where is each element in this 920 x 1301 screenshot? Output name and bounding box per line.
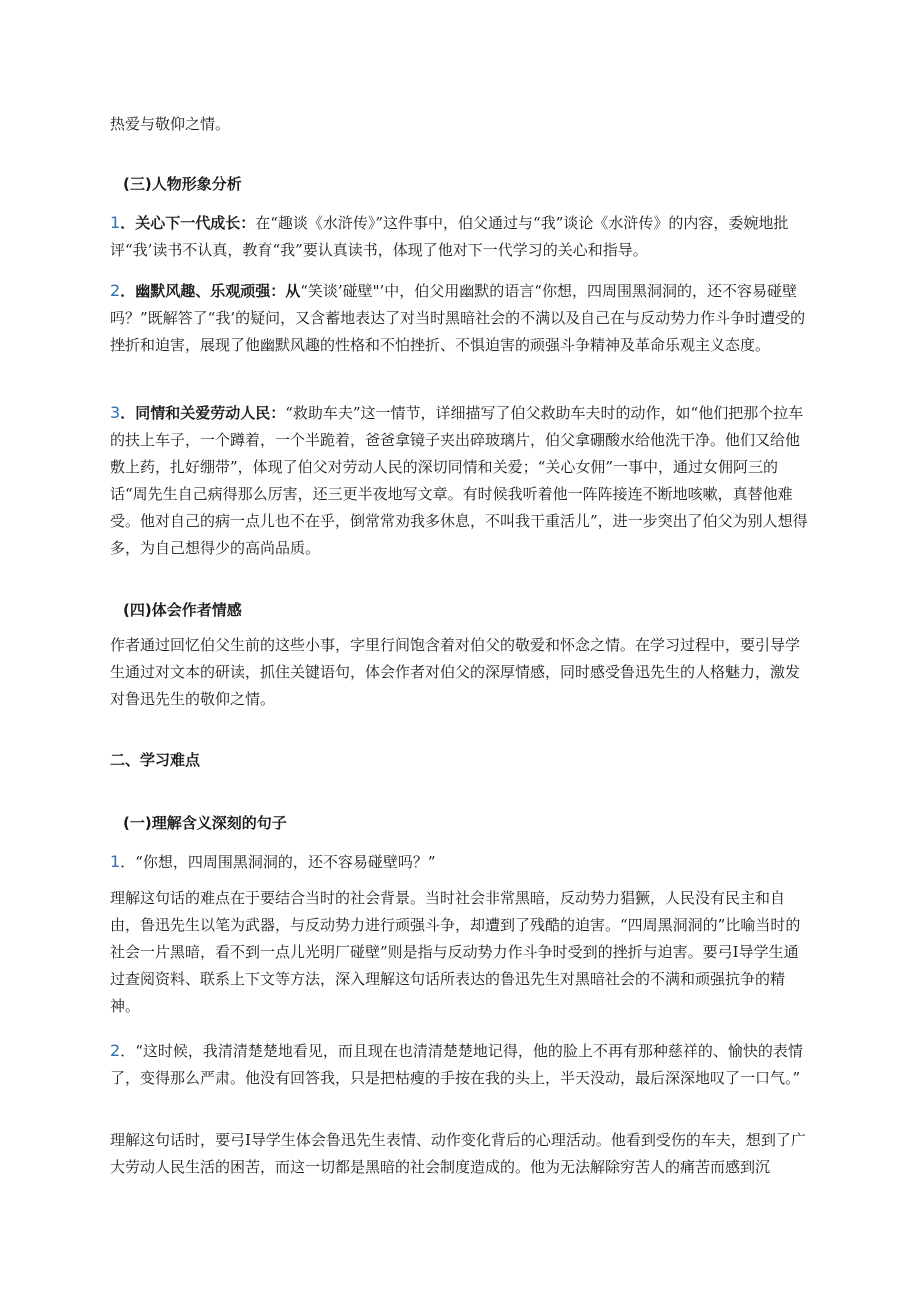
list-item-1-label: ．关心下一代成长： — [120, 214, 256, 232]
paragraph-quote-1-explanation: 理解这句话的难点在于要结合当时的社会背景。当时社会非常黑暗，反动势力猖獗，人民没有民主和自由，鲁迅先生以笔为武器，与反动势力进行顽强斗争，却遭到了残酷的迫害。“四周黑洞洞的”比喻当时的社会一片黑暗，看不到一点儿光明厂碰壁”则是指与反动势力作斗争时受到的挫折与迫害。要弓I导学生通过查阅资料、联系上下文等方法，深入理解这句话所表达的鲁迅先生对黑暗社会的不满和顽强抗争的精神。 — [110, 889, 801, 1015]
list-number-1: 1 — [110, 213, 121, 232]
section-heading-author-emotion: (四)体会作者情感 — [123, 601, 242, 619]
paragraph-intro-tail: 热爱与敬仰之情。 — [110, 115, 231, 133]
quote-item-1 — [110, 848, 810, 876]
list-number-2: 2 — [110, 281, 121, 300]
list-item-3-text: “救助车夫”这一情节，详细描写了伯父救助车夫时的动作，如“他们把那个拉车的扶上车子，一个蹲着，一个半跪着，爸爸拿镜子夹出碎玻璃片，伯父拿硼酸水给他洗干净。他们又给他敷上药，扎好绷带”，体现了伯父对劳动人民的深切同情和关爱；“关心女佣”一事中，通过女佣阿三的话“周先生自己病得那么厉害，还三更半夜地写文章。有时候我听着他一阵阵接连不断地咳嗽，真替他难受。他对自己的病一点儿也不在乎，倒常常劝我多休息，不叫我干重活儿”，进一步突出了伯父为别人想得多，为自己想得少的高尚品质。 — [110, 404, 808, 557]
list-item-2-label: ．幽默风趣、乐观顽强：从 — [120, 282, 301, 300]
quote-number-2: 2 — [110, 1041, 121, 1060]
paragraph-quote-2-explanation: 理解这句话时，要弓I导学生体会鲁迅先生表情、动作变化背后的心理活动。他看到受伤的车夫，想到了广大劳动人民生活的困苦，而这一切都是黑暗的社会制度造成的。他为无法解除穷苦人的痛苦而感到沉 — [110, 1131, 806, 1176]
subsection-heading-understand-sentences: (一)理解含义深刻的句子 — [123, 814, 287, 832]
list-item-3-label: ．同情和关爱劳动人民： — [120, 404, 286, 422]
list-item-2 — [110, 277, 810, 359]
quote-2-text: ．“这时候，我清清楚楚地看见，而且现在也清清楚楚地记得，他的脸上不再有那种慈祥的、愉快的表情了，变得那么严肃。他没有回答我，只是把枯瘦的手按在我的头上，半天没动，最后深深地叹了一口气。” — [110, 1042, 803, 1087]
list-item-2-text: “笑谈’碰壁"’中，伯父用幽默的语言“你想，四周围黑洞洞的，还不容易碰壁吗？”既解答了“我’的疑问，又含蓄地表达了对当时黑暗社会的不满以及自己在与反动势力作斗争时遭受的挫折和迫害，展现了他幽默风趣的性格和不怕挫折、不惧迫害的顽强斗争精神及革命乐观主义态度。 — [110, 282, 806, 354]
quote-number-1: 1 — [110, 852, 121, 871]
list-item-1-text: 在“趣谈《水浒传》”这件事中，伯父通过与“我”谈论《水浒传》的内容，委婉地批评“我’读书不认真，教育“我”要认真读书，体现了他对下一代学习的关心和指导。 — [110, 214, 789, 259]
paragraph-author-emotion: 作者通过回忆伯父生前的这些小事，字里行间饱含着对伯父的敬爱和怀念之情。在学习过程中，要引导学生通过对文本的研读，抓住关键语句，体会作者对伯父的深厚情感，同时感受鲁迅先生的人格魅力，激发对鲁迅先生的敬仰之情。 — [110, 636, 801, 708]
section-heading-character-analysis: (三)人物形象分析 — [123, 175, 242, 193]
list-item-3 — [110, 399, 810, 562]
part-heading-learning-difficulties: 二、学习难点 — [110, 751, 201, 769]
list-item-1 — [110, 209, 810, 264]
quote-item-2 — [110, 1037, 810, 1092]
quote-1-text: ．“你想，四周围黑洞洞的，还不容易碰壁吗？” — [120, 853, 436, 871]
list-number-3: 3 — [110, 403, 121, 422]
